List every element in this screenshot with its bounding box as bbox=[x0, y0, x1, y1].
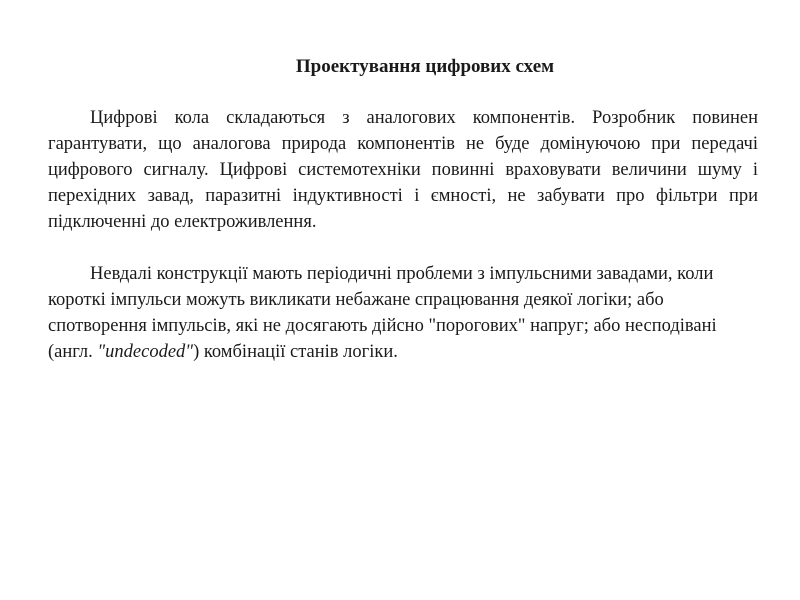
paragraph-bad-designs-text: Невдалі конструкції мають періодичні проблеми з імпульсними завадами, коли короткі імпульси можуть викликати небажане спрацювання деякої логіки; або спотворення імпульсів, які не досягають дійсно "порогових" напруг; або несподівані (англ. bbox=[48, 264, 717, 362]
undecoded-term: "undecoded" bbox=[97, 342, 194, 362]
document-body bbox=[48, 105, 758, 365]
paragraph-bad-designs bbox=[48, 261, 758, 365]
paragraph-digital-circuits: Цифрові кола складаються з аналогових компонентів. Розробник повинен гарантувати, що аналогова природа компонентів не буде домінуючою при передачі цифрового сигналу. Цифрові системотехніки повинні враховувати величини шуму і перехідних завад, паразитні індуктивності і ємності, не забувати про фільтри при підключенні до електроживлення. bbox=[48, 108, 758, 232]
paragraph-bad-designs-ending: ) комбінації станів логіки. bbox=[193, 342, 398, 362]
document-title: Проектування цифрових схем bbox=[295, 56, 555, 77]
